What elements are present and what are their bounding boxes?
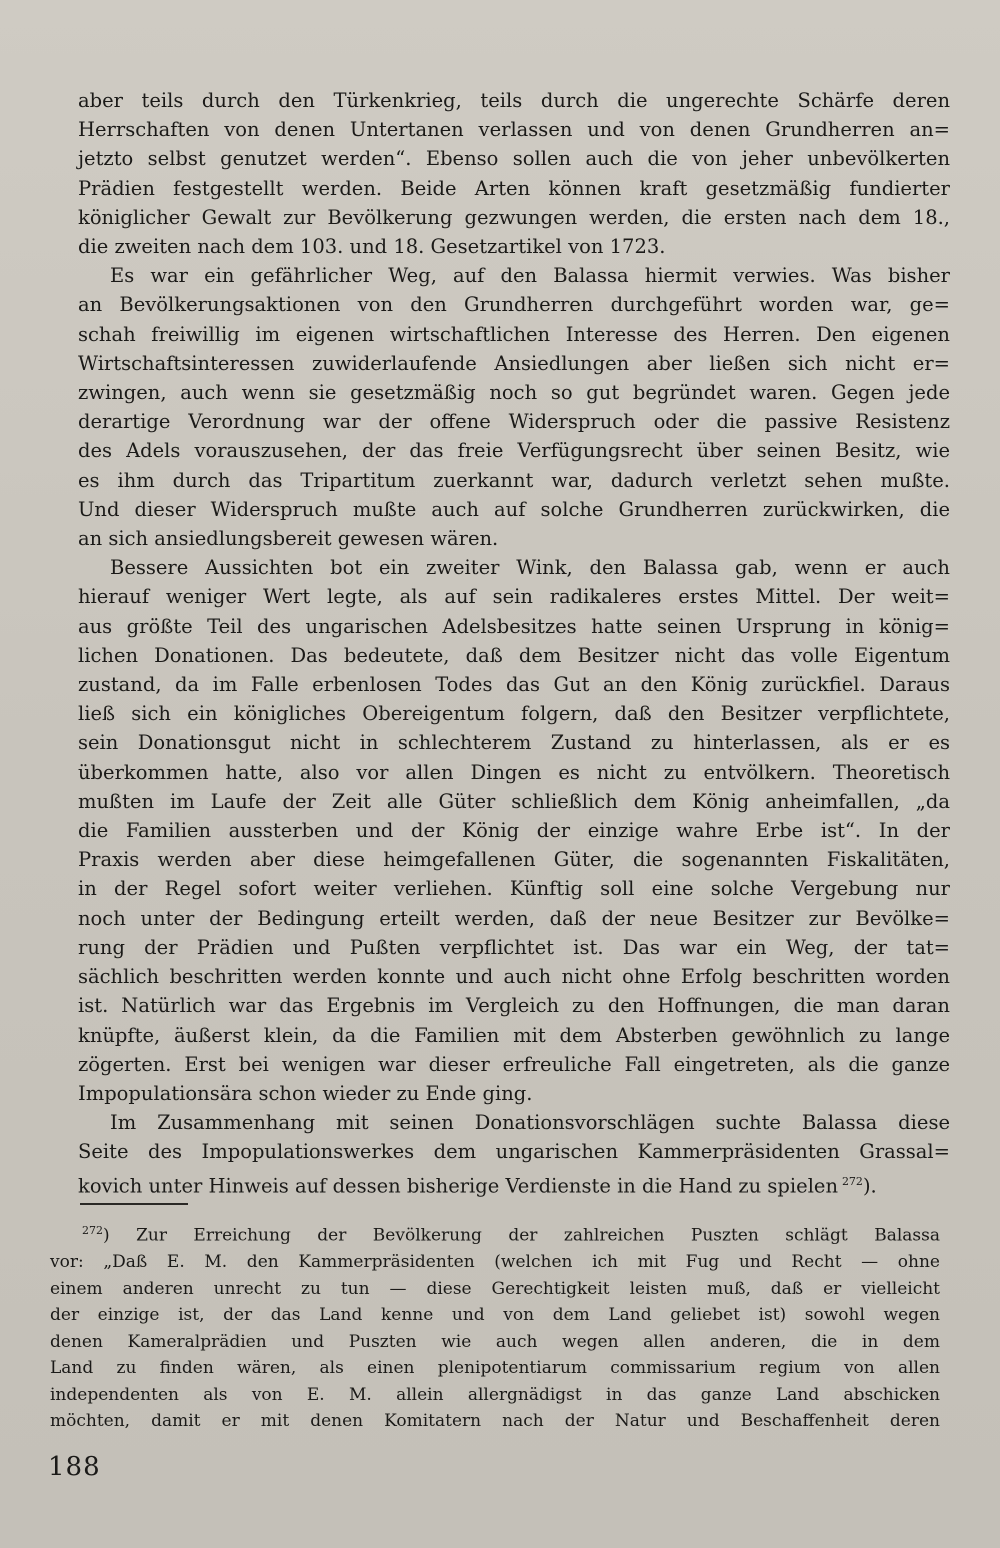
- text-line: Es war ein gefährlicher Weg, auf den Balassa hiermit verwies. Was bisher: [110, 264, 950, 288]
- text-line: zögerten. Erst bei wenigen war dieser erfreuliche Fall eingetreten, als die ganze: [78, 1052, 950, 1076]
- footnote-divider: [80, 1203, 188, 1205]
- text-line: überkommen hatte, also vor allen Dingen es nicht zu entvölkern. Theoretisch: [78, 760, 950, 784]
- text-line: Seite des Impopulationswerkes dem ungarischen Kammerpräsidenten Grassal=: [78, 1140, 950, 1164]
- paragraph-2: [78, 261, 950, 553]
- footnote-line: independenten als von E. M. allein allergnädigst in das ganze Land abschicken: [50, 1384, 940, 1405]
- text-line: Herrschaften von denen Untertanen verlassen und von denen Grundherren an=: [78, 118, 950, 142]
- footnote-line: Land zu finden wären, als einen plenipotentiarum commissarium regium von allen: [50, 1358, 940, 1379]
- footnote-line: vor: „Daß E. M. den Kammerpräsidenten (welchen ich mit Fug und Recht — ohne: [50, 1252, 940, 1273]
- page-number: 188: [48, 1452, 101, 1482]
- footnote: [50, 1218, 940, 1435]
- footnote-line: möchten, damit er mit denen Komitatern nach der Natur und Beschaffenheit deren: [50, 1411, 940, 1432]
- body-text: [78, 86, 950, 1200]
- text-line-content: kovich unter Hinweis auf dessen bisherige Verdienste in die Hand zu spielen: [78, 1174, 839, 1198]
- text-line: jetzto selbst genutzet werden“. Ebenso sollen auch die von jeher unbevölkerten: [78, 147, 950, 171]
- text-line: mußten im Laufe der Zeit alle Güter schließlich dem König anheimfallen, „da: [78, 789, 950, 813]
- text-line: sächlich beschritten werden konnte und auch nicht ohne Erfolg beschritten worden: [78, 965, 950, 989]
- text-line: derartige Verordnung war der offene Widerspruch oder die passive Resistenz: [78, 410, 950, 434]
- paragraph-4: [78, 1108, 950, 1200]
- footnote-marker: 272: [82, 1224, 103, 1237]
- text-line: Praxis werden aber diese heimgefallenen Güter, die sogenannten Fiskalitäten,: [78, 848, 950, 872]
- footnote-reference[interactable]: 272: [841, 1174, 863, 1188]
- text-line: zwingen, auch wenn sie gesetzmäßig noch so gut begründet waren. Gegen jede: [78, 381, 950, 405]
- text-line: rung der Prädien und Pußten verpflichtet ist. Das war ein Weg, der tat=: [78, 935, 950, 959]
- text-line: Impopulationsära schon wieder zu Ende ging.: [78, 1081, 533, 1105]
- paragraph-1: [78, 86, 950, 261]
- text-line: Prädien festgestellt werden. Beide Arten können kraft gesetzmäßig fundierter: [78, 176, 950, 200]
- text-line: des Adels vorauszusehen, der das freie Verfügungsrecht über seinen Besitz, wie: [78, 439, 950, 463]
- footnote-line: einem anderen unrecht zu tun — diese Gerechtigkeit leisten muß, daß er vielleicht: [50, 1278, 940, 1299]
- text-line: ließ sich ein königliches Obereigentum folgern, daß den Besitzer verpflichtete,: [78, 702, 950, 726]
- text-line: hierauf weniger Wert legte, als auf sein radikaleres erstes Mittel. Der weit=: [78, 585, 950, 609]
- text-line: in der Regel sofort weiter verliehen. Künftig soll eine solche Vergebung nur: [78, 877, 950, 901]
- text-line: Bessere Aussichten bot ein zweiter Wink, den Balassa gab, wenn er auch: [110, 556, 950, 580]
- text-line: lichen Donationen. Das bedeutete, daß dem Besitzer nicht das volle Eigentum: [78, 643, 950, 667]
- text-line: an Bevölkerungsaktionen von den Grundherren durchgeführt worden war, ge=: [78, 293, 950, 317]
- text-line: sein Donationsgut nicht in schlechterem Zustand zu hinterlassen, als er es: [78, 731, 950, 755]
- text-line: zustand, da im Falle erbenlosen Todes das Gut an den König zurückfiel. Daraus: [78, 673, 950, 697]
- footnote-line: der einzige ist, der das Land kenne und von dem Land geliebet ist) sowohl wegen: [50, 1305, 940, 1326]
- text-line: noch unter der Bedingung erteilt werden, daß der neue Besitzer zur Bevölke=: [78, 906, 950, 930]
- line-tail: ).: [862, 1174, 877, 1198]
- text-line: aber teils durch den Türkenkrieg, teils durch die ungerechte Schärfe deren: [78, 89, 950, 112]
- text-line: aus größte Teil des ungarischen Adelsbesitzes hatte seinen Ursprung in könig=: [78, 614, 950, 638]
- text-line: an sich ansiedlungsbereit gewesen wären.: [78, 527, 499, 551]
- text-line: Und dieser Widerspruch mußte auch auf solche Grundherren zurückwirken, die: [78, 497, 950, 521]
- paragraph-3: [78, 553, 950, 1108]
- text-line: knüpfte, äußerst klein, da die Familien mit dem Absterben gewöhnlich zu lange: [78, 1023, 950, 1047]
- footnote-line-text: ) Zur Erreichung der Bevölkerung der zahlreichen Puszten schlägt Balassa: [103, 1225, 940, 1246]
- text-line: die zweiten nach dem 103. und 18. Gesetzartikel von 1723.: [78, 235, 666, 259]
- text-line: schah freiwillig im eigenen wirtschaftlichen Interesse des Herren. Den eigenen: [78, 322, 950, 346]
- footnote-line: denen Kameralprädien und Puszten wie auch wegen allen anderen, die in dem: [50, 1331, 940, 1352]
- text-line: die Familien aussterben und der König der einzige wahre Erbe ist“. In der: [78, 819, 950, 843]
- text-line: Wirtschaftsinteressen zuwiderlaufende Ansiedlungen aber ließen sich nicht er=: [78, 351, 950, 375]
- text-line-with-ref: [78, 1167, 950, 1201]
- text-line: Im Zusammenhang mit seinen Donationsvorschlägen suchte Balassa diese: [110, 1111, 950, 1135]
- text-line: es ihm durch das Tripartitum zuerkannt war, dadurch verletzt sehen mußte.: [78, 468, 950, 492]
- text-line: ist. Natürlich war das Ergebnis im Vergleich zu den Hoffnungen, die man daran: [78, 994, 950, 1018]
- footnote-line: [50, 1218, 940, 1249]
- text-line: königlicher Gewalt zur Bevölkerung gezwungen werden, die ersten nach dem 18.,: [78, 205, 950, 229]
